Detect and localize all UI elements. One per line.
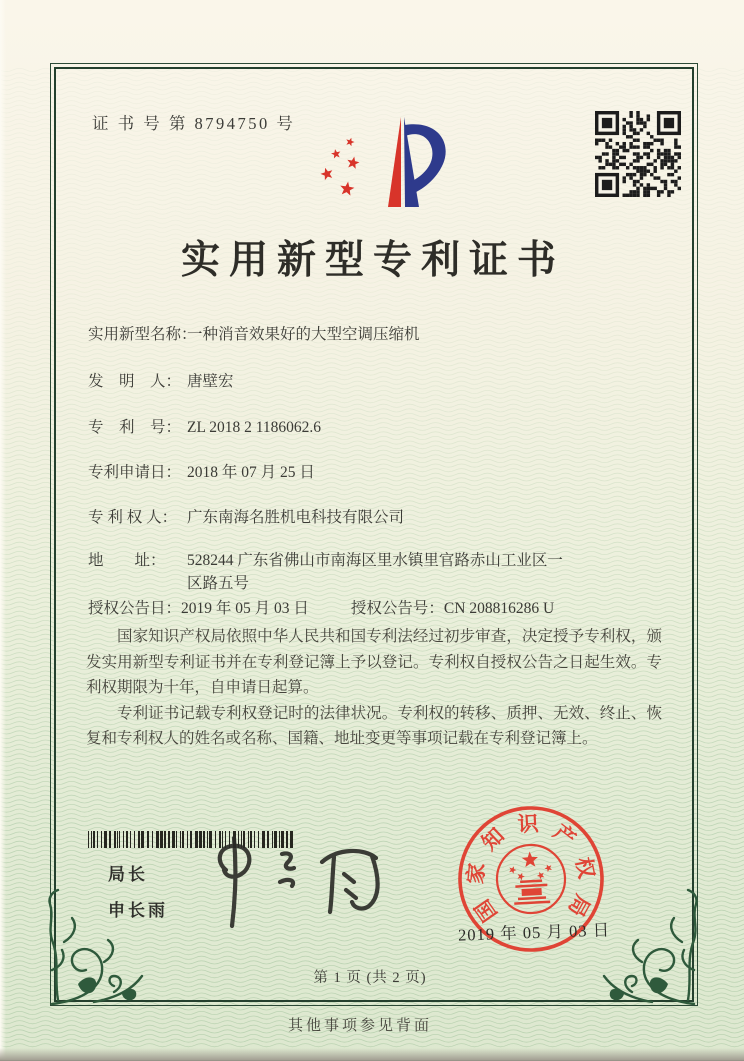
field-value: 一种消音效果好的大型空调压缩机	[187, 326, 420, 343]
field-label: 发 明 人：	[88, 373, 182, 390]
paper-edge-bottom	[0, 1048, 744, 1061]
certificate-title: 实用新型专利证书	[180, 239, 565, 282]
seal-text-char: 局	[563, 890, 595, 921]
seal-text-char: 识	[517, 811, 540, 837]
field-utility-model-name	[88, 322, 420, 344]
qr-code-icon	[595, 111, 681, 197]
seal-text-char: 知	[477, 823, 509, 856]
seal-text-char: 家	[463, 861, 490, 886]
field-label: 专 利 权 人：	[88, 509, 178, 526]
grant-number-value: CN 208816286 U	[443, 600, 555, 617]
legal-paragraph-2: 专利证书记载专利权登记时的法律状况。专利权的转移、质押、无效、终止、恢复和专利权人的姓名或名称、国籍、地址变更等事项记载在专利登记簿上。	[86, 704, 662, 747]
field-label: 地 址：	[88, 552, 166, 569]
field-grant-row	[88, 596, 554, 618]
seal-text-char: 产	[548, 819, 581, 852]
director-signature-icon	[198, 832, 393, 934]
field-value: ZL 2018 2 1186062.6	[187, 419, 322, 436]
logo-red-wedge	[388, 117, 401, 207]
seal-text-char: 国	[470, 895, 502, 926]
floral-corner-ornament-left	[44, 882, 149, 1007]
grant-date-label: 授权公告日：	[88, 600, 182, 617]
field-value: 唐壁宏	[187, 373, 234, 390]
field-address	[88, 548, 563, 570]
field-address-line2: 区路五号	[187, 575, 250, 592]
seal-text-char: 权	[570, 855, 599, 881]
grant-number-label: 授权公告号：	[350, 600, 444, 617]
director-name: 申长雨	[108, 901, 168, 920]
field-application-date	[88, 460, 315, 482]
field-patentee	[88, 505, 404, 527]
certificate-number: 证 书 号 第 8794750 号	[92, 114, 296, 133]
legal-paragraph-1: 国家知识产权局依照中华人民共和国专利法经过初步审查，决定授予专利权，颁发实用新型专利证书并在专利登记簿上予以登记。专利权自授权公告之日起生效。专利权期限为十年，自申请日起算。	[86, 628, 662, 696]
field-patent-number	[88, 415, 321, 437]
grant-date-value: 2019 年 05 月 03 日	[181, 600, 309, 617]
field-value: 2018 年 07 月 25 日	[187, 464, 315, 481]
back-note: 其他事项参见背面	[287, 1018, 432, 1034]
field-value: 528244 广东省佛山市南海区里水镇里官路赤山工业区一	[187, 552, 563, 569]
field-label: 专 利 号：	[88, 419, 182, 436]
logo-stars	[321, 138, 360, 196]
field-label: 专利申请日：	[88, 464, 182, 481]
paper-edge-left	[0, 0, 6, 1061]
director-title: 局长	[108, 865, 148, 884]
cnipa-patent-logo-icon	[298, 99, 470, 217]
field-value: 广东南海名胜机电科技有限公司	[187, 509, 405, 526]
field-inventor	[88, 369, 234, 391]
legal-body-text	[86, 624, 662, 752]
seal-date: 2019 年 05 月 03 日	[457, 920, 611, 945]
field-label: 实用新型名称：	[88, 326, 197, 343]
page-number: 第 1 页 (共 2 页)	[313, 970, 427, 986]
